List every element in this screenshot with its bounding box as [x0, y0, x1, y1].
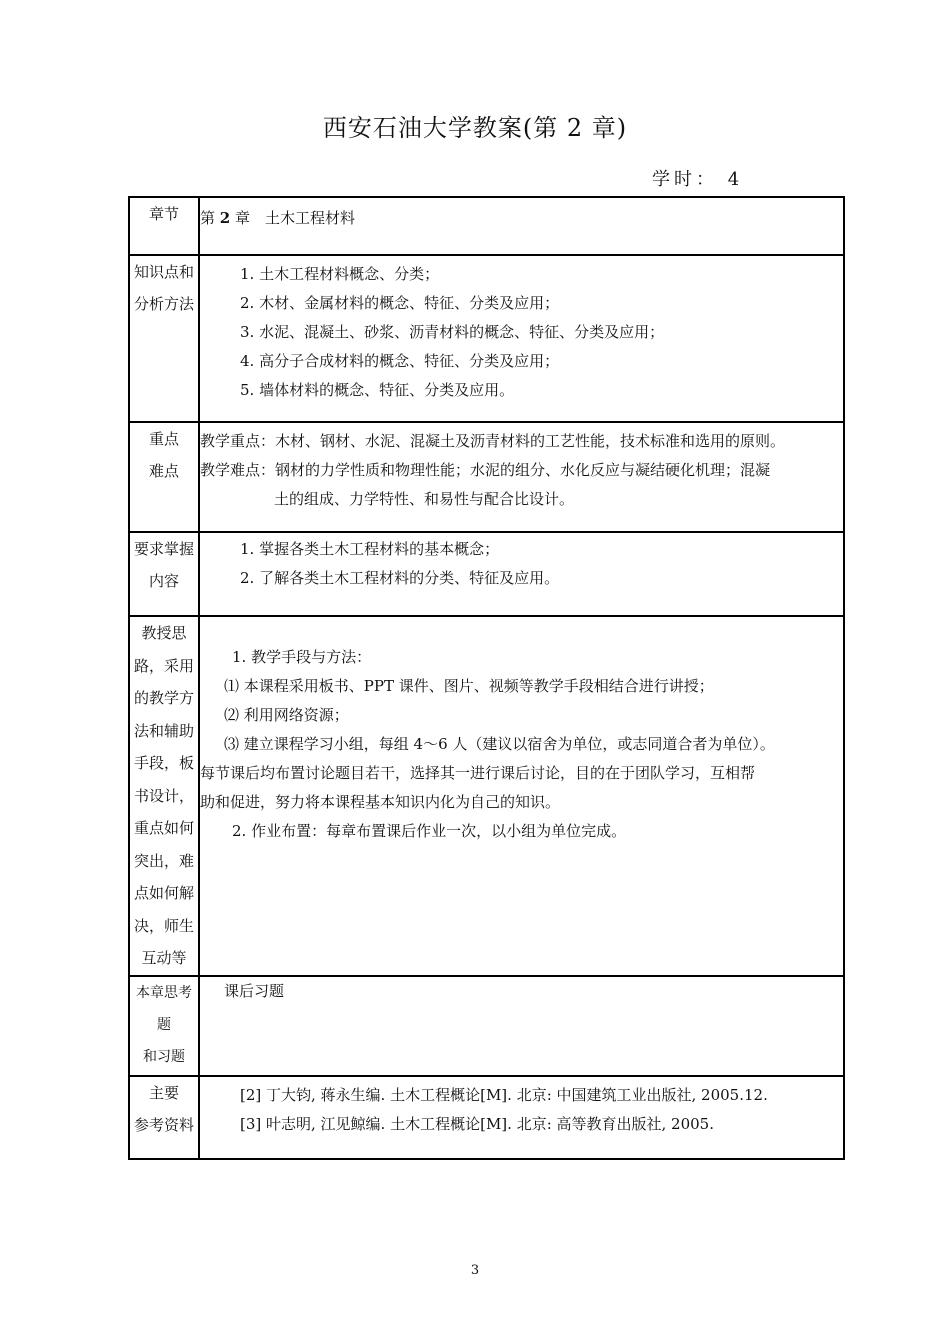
label-references: 主要 参考资料: [129, 1076, 199, 1159]
page-number: 3: [470, 1263, 480, 1278]
label-knowledge: 知识点和 分析方法: [129, 255, 199, 422]
label-requirements: 要求掌握 内容: [129, 532, 199, 616]
list-item: 4. 高分子合成材料的概念、特征、分类及应用；: [240, 352, 560, 370]
reference-item: [2] 丁大钧, 蒋永生编. 土木工程概论[M]. 北京: 中国建筑工业出版社, 2005.12.: [240, 1085, 768, 1104]
label-exercises: 本章思考题 和习题: [129, 976, 199, 1076]
list-item: 2. 木材、金属材料的概念、特征、分类及应用；: [240, 294, 560, 312]
methods-heading-1: 1. 教学手段与方法：: [232, 648, 372, 666]
methods-heading-2: 2. 作业布置：每章布置课后作业一次，以小组为单位完成。: [232, 822, 627, 840]
exercises-text: 课后习题: [224, 981, 285, 1000]
page-title: 西安石油大学教案(第 2 章): [322, 114, 628, 142]
row-keypoints: [129, 422, 844, 532]
methods-content: [199, 616, 844, 976]
row-references: [129, 1076, 844, 1159]
methods-sub-2: ⑵ 利用网络资源；: [224, 706, 349, 724]
keypoints-content: [199, 422, 844, 532]
teaching-difficulty: 教学难点：钢材的力学性质和物理性能；水泥的组分、水化反应与凝结硬化机理；混凝: [200, 461, 771, 479]
row-exercises: [129, 976, 844, 1076]
reference-item: [3] 叶志明, 江见鲸编. 土木工程概论[M]. 北京: 高等教育出版社, 2005.: [240, 1114, 714, 1133]
knowledge-content: [199, 255, 844, 422]
list-item: 1. 土木工程材料概念、分类；: [240, 265, 440, 283]
row-chapter: [129, 197, 844, 255]
methods-para-1: 每节课后均布置讨论题目若干，选择其一进行课后讨论，目的在于团队学习，互相帮: [200, 764, 756, 782]
label-chapter: 章节: [129, 197, 199, 255]
references-content: [199, 1076, 844, 1159]
label-methods: 教授思 路，采用 的教学方 法和辅助 手段，板 书设计， 重点如何 突出，难 点如何解 决，师生 互动等: [129, 616, 199, 976]
chapter-number: 2: [219, 209, 231, 227]
exercises-content: [199, 976, 844, 1076]
list-item: 5. 墙体材料的概念、特征、分类及应用。: [240, 381, 515, 399]
methods-sub-1: ⑴ 本课程采用板书、PPT 课件、图片、视频等教学手段相结合进行讲授；: [224, 677, 714, 695]
teaching-difficulty-cont: 土的组成、力学特性、和易性与配合比设计。: [274, 490, 575, 508]
list-item: 3. 水泥、混凝土、砂浆、沥青材料的概念、特征、分类及应用；: [240, 323, 665, 341]
label-keypoints: 重点 难点: [129, 422, 199, 532]
list-item: 1. 掌握各类土木工程材料的基本概念；: [240, 540, 500, 558]
row-knowledge: [129, 255, 844, 422]
methods-sub-3: ⑶ 建立课程学习小组，每组 4～6 人（建议以宿舍为单位，或志同道合者为单位）。: [224, 735, 775, 753]
row-requirements: [129, 532, 844, 616]
lesson-plan-table: [128, 196, 845, 1160]
methods-para-2: 助和促进，努力将本课程基本知识内化为自己的知识。: [200, 793, 561, 811]
list-item: 2. 了解各类土木工程材料的分类、特征及应用。: [240, 569, 560, 587]
requirements-content: [199, 532, 844, 616]
row-methods: [129, 616, 844, 976]
teaching-focus: 教学重点：木材、钢材、水泥、混凝土及沥青材料的工艺性能，技术标准和选用的原则。: [200, 432, 786, 450]
class-hours: 学时： 4: [652, 169, 744, 190]
chapter-content: 第 2 章 土木工程材料: [199, 197, 844, 255]
